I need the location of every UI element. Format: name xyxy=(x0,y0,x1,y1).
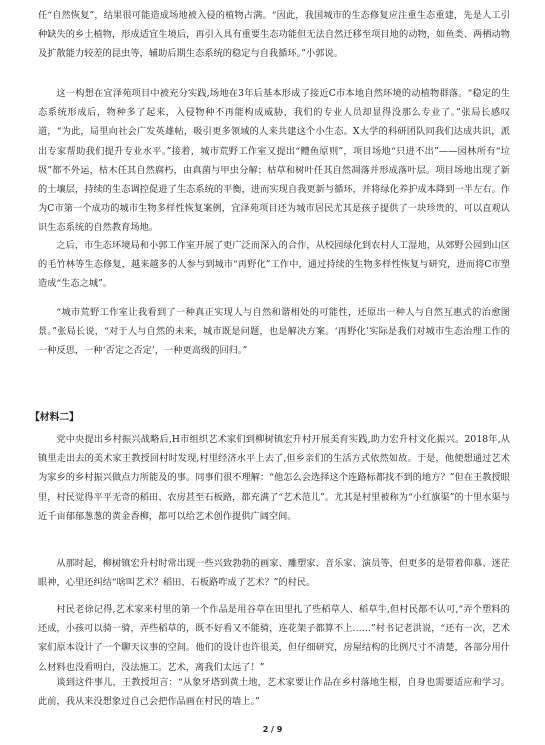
page-number: 2 / 9 xyxy=(262,725,283,734)
material-one-paragraph-2: 这一构想在宜泽苑项目中被充分实践,场地在3年后基本形成了接近C市本地自然环境的动植物群落。“稳定的生态系统形成后，物种多了起来，入侵物种不再能构成威胁，我们的专业人员却显得没那么专业了。”张局长感叹道，“为此，局里向社会广发英雄帖，吸引更多领域的人来共建这个小生态。X大学的科研团队同我们达成共识，派出专家帮助我们提升专业水平。”接着，城市荒野工作室又提出“鳢鱼原则”，项目场地“只进不出”——园林所有“垃圾”都不外运，枯木任其自然腐朽，由真菌与甲虫分解；枯草和树叶任其自然凋落并形成落叶层。项目场地出现了新的土壤层，持续的生态调控促进了生态系统的平衡，进而实现自我更新与循环，并将绿化养护成本降到一半左右。作为C市第一个成功的城市生物多样性恢复案例，宜泽苑项目还为城市居民尤其是孩子提供了一块珍贵的、可以直观认识生态系统的自然教育场地。 xyxy=(38,88,510,234)
material-two-paragraph-1: 党中央提出乡村振兴战略后,H市组织艺术家们到柳树镇宏升村开展美育实践,助力宏升村文化振兴。2018年,从镇里走出去的美术家王教授回村时发现,村里经济水平上去了,但乡亲们的生活方式依然如故。于是，他便想通过艺术为家乡的乡村振兴做点力所能及的事。同事们很不理解：“他怎么会选择这个连路标都找不到的地方？”但在王教授眼里，村民觉得平平无奇的稻田、农房甚至石板路，都充满了“艺术范儿”。尤其是村里被称为“小红旗渠”的十里水渠与近千亩郁郁葱葱的黄金香柳，都可以给艺术创作提供广阔空间。 xyxy=(38,434,510,522)
material-two-paragraph-3: 村民老徐记得,艺术家来村里的第一个作品是用谷草在田里扎了些稻草人、稻草牛,但村民都不认可,“弄个塑料的还成，小孩可以骑一骑，弄些稻草的，既不好看又不能骑，连花架子都算不上……”村书记老洪说，“还有一次，艺术家们原本设计了一个聊天议事的空间。他们的设计也许很美，但仔细研究，房屋结构的比例尺寸不清楚，各部分用什么材料也没看明白，没法施工。艺术，离我们太远了！” xyxy=(38,604,510,673)
material-two-heading: 【材料二】 xyxy=(30,412,79,423)
material-two-paragraph-4: 谈到这件事儿，王教授坦言：“从象牙塔到黄土地，艺术家要让作品在乡村落地生根，自身也需要适应和学习。此前，我从来没想象过自己会把作品画在村民的墙上。” xyxy=(38,677,510,708)
material-one-paragraph-3: 之后，市生态环境局和小郭工作室开展了更广泛而深入的合作，从校园绿化到农村人工湿地，从郊野公园到山区的毛竹林等生态修复，越来越多的人参与到城市“再野化”工作中，通过持续的生物多样性恢复与研究，进而将C市塑造成“生态之城”。 xyxy=(38,240,510,290)
material-one-paragraph-4: “城市荒野工作室让我看到了一种真正实现人与自然和谐相处的可能性，还原出一种人与自然互惠式的治愈图景。”张局长说，“对于人与自然的未来，城市既是问题，也是解决方案。‘再野化’实际是我们对城市生态治理工作的一种反思，一种‘否定之否定’，一种更高级的回归。” xyxy=(38,307,510,357)
material-two-paragraph-2: 从那时起，柳树镇宏升村时常出现一些兴致勃勃的画家、雕塑家、音乐家、演员等，但更多的是带着仰慕、迷茫眼神，心里还纠结“啥叫艺术？稻田、石板路咋成了艺术？”的村民。 xyxy=(38,558,510,589)
material-one-paragraph-1: 任“自然恢复”，结果很可能造成场地被入侵的植物占满。“因此，我国城市的生态修复应注重生态重建，先是人工引种缺失的乡土植物，形成适宜生境后，再引入具有重要生态功能但无法自然迁移至项目地的动物，如鱼类、两栖动物及扩散能力较差的昆虫等，辅助后期生态系统的稳定与自我循环。”小郭说。 xyxy=(38,10,510,60)
